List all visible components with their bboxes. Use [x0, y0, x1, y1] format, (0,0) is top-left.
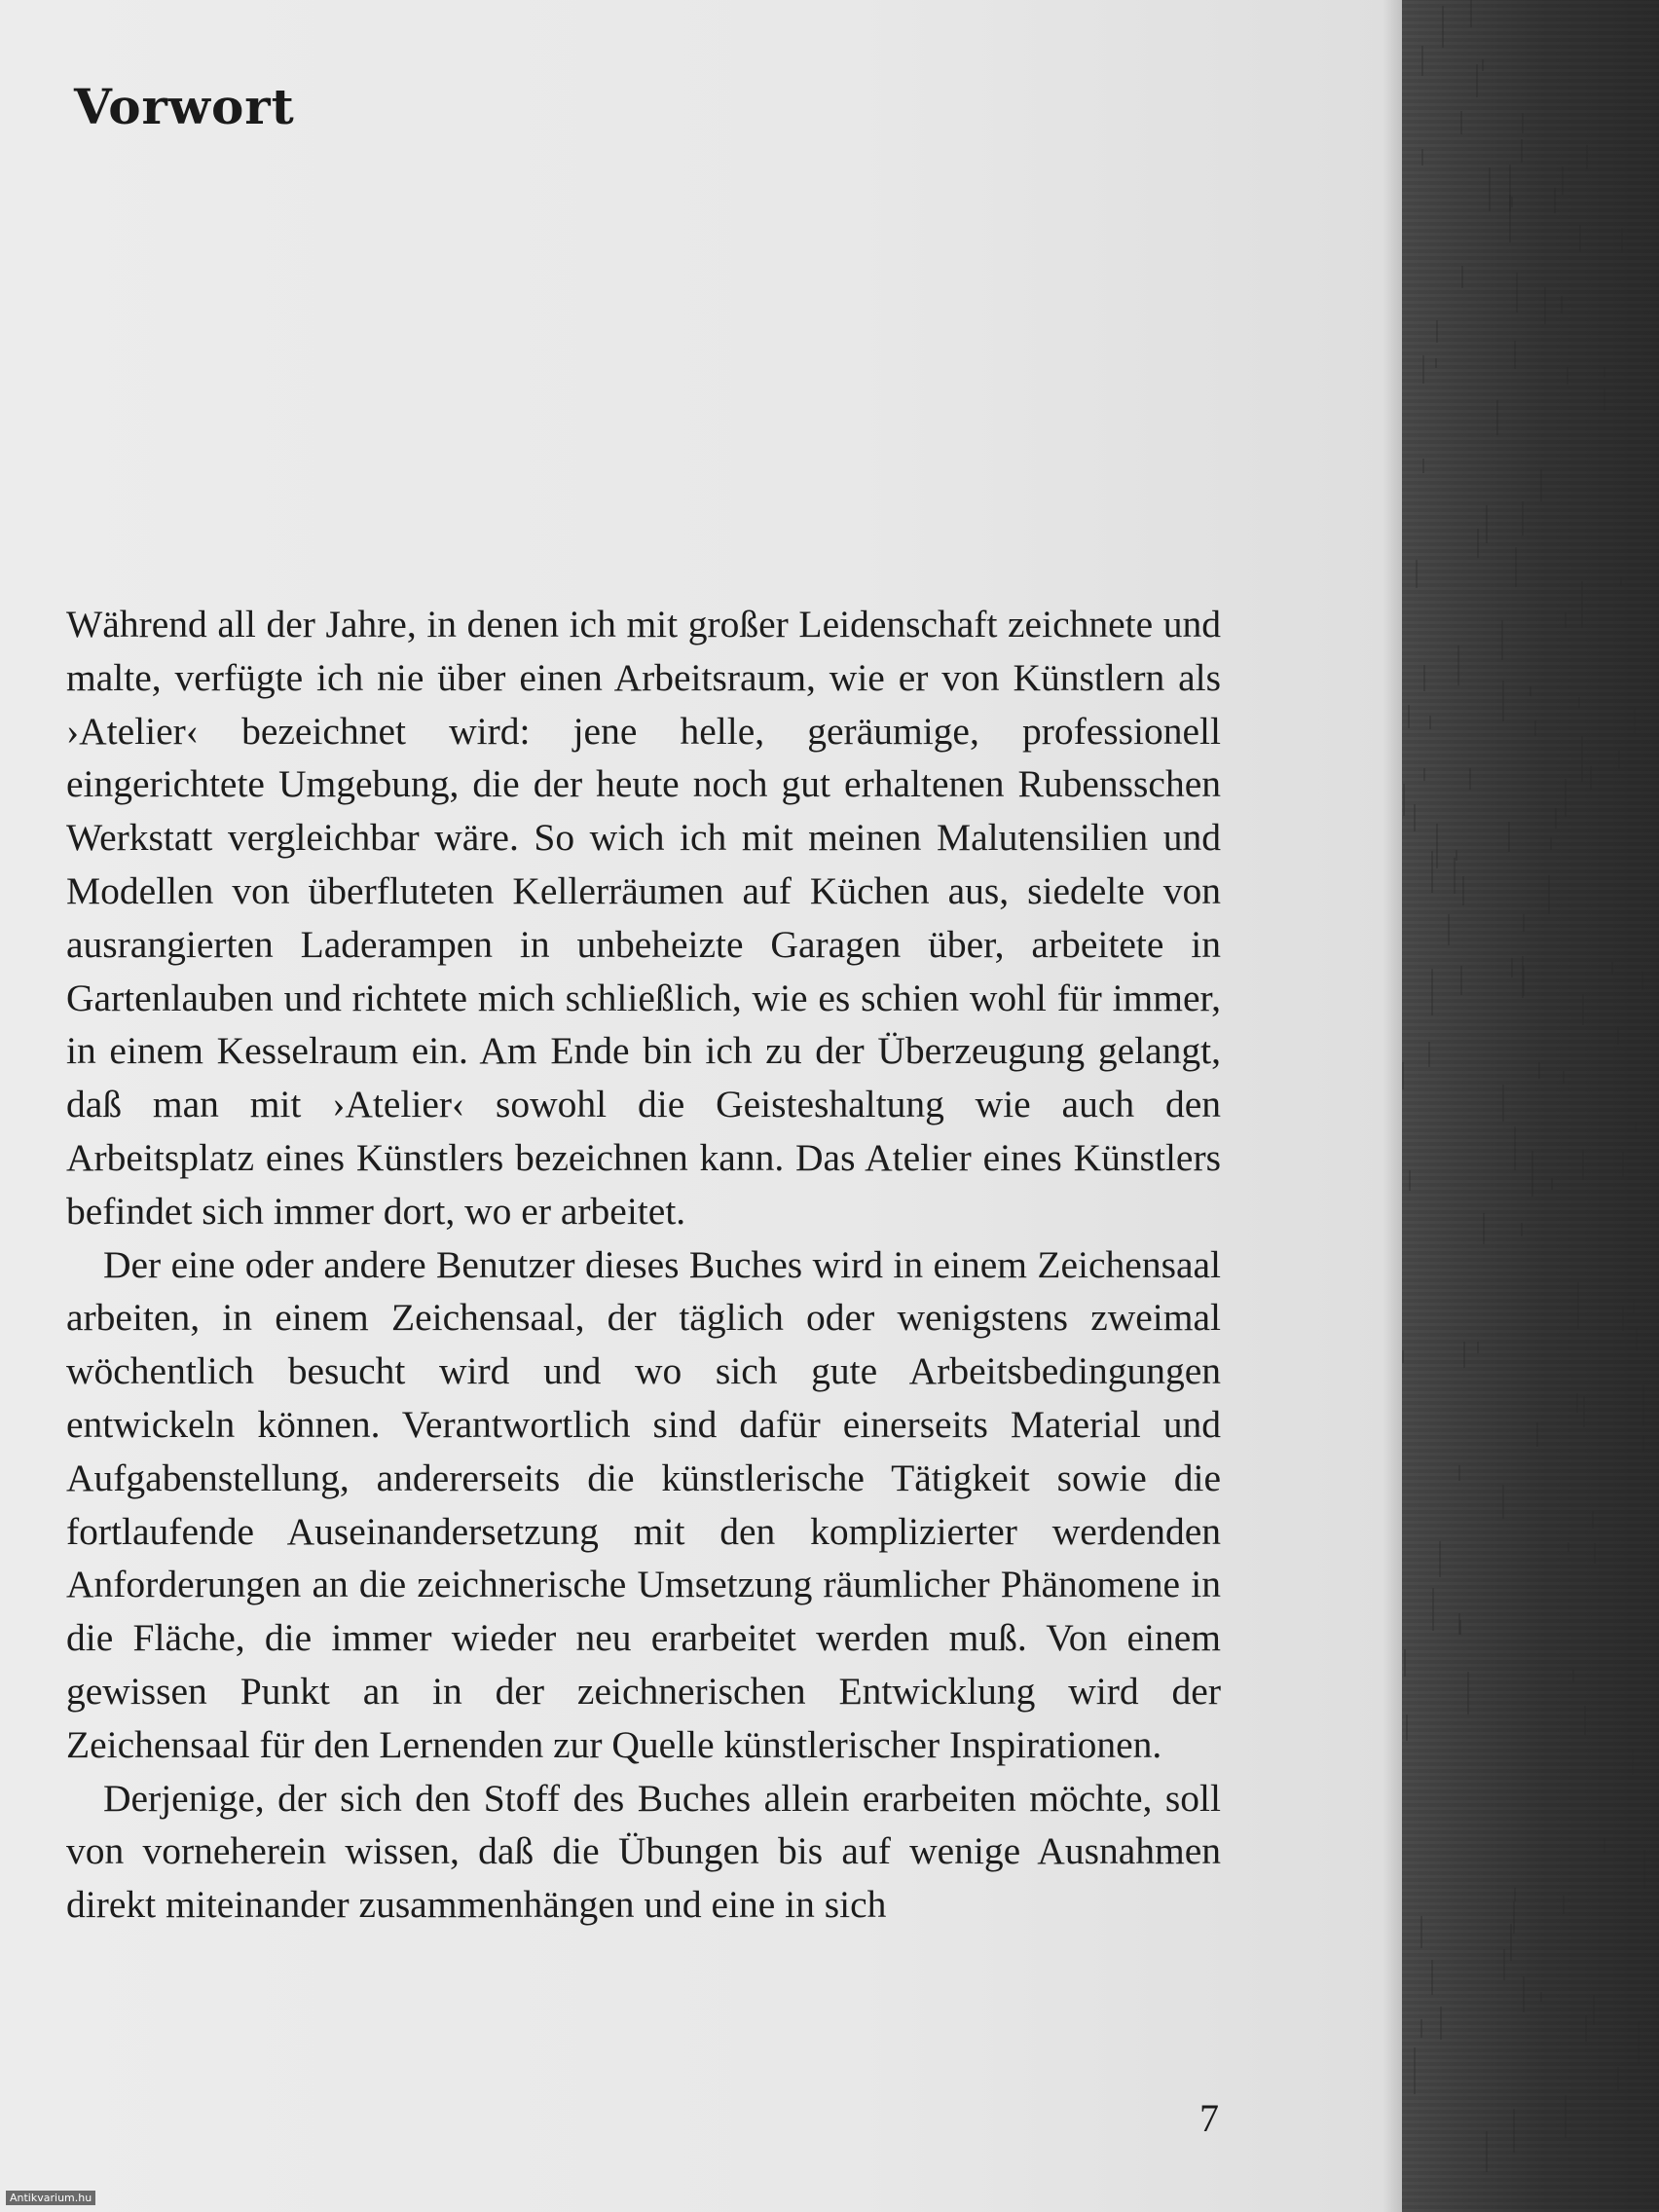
wood-grain-streak: [1618, 751, 1620, 769]
wood-grain-streak: [1408, 705, 1410, 728]
wood-grain-streak: [1514, 341, 1516, 369]
wood-grain-streak: [1534, 720, 1536, 736]
wood-grain-streak: [1502, 1485, 1504, 1519]
wood-grain-streak: [1486, 505, 1488, 543]
wood-grain-streak: [1496, 400, 1498, 435]
wood-grain-streak: [1421, 46, 1423, 76]
wood-grain-streak: [1638, 2021, 1640, 2064]
wood-grain-streak: [1436, 320, 1438, 343]
wood-grain-streak: [1585, 2015, 1587, 2042]
wood-grain-streak: [1516, 273, 1518, 313]
wood-grain-streak: [1414, 2047, 1416, 2094]
paragraph-3: Derjenige, der sich den Stoff des Buches allein erarbeiten möchte, soll von vorneherein wissen, daß die Übungen bis auf wenige Ausnahmen direkt miteinander zusammenhängen und eine in sich: [66, 1776, 1221, 1927]
wood-grain-streak: [1531, 1151, 1533, 1197]
wood-grain-streak: [1563, 1896, 1565, 1914]
wood-grain-streak: [1594, 1543, 1596, 1564]
wood-grain-streak: [1423, 665, 1425, 691]
wood-grain-streak: [1567, 367, 1568, 385]
wood-grain-streak: [1562, 166, 1564, 195]
wood-grain-streak: [1402, 1350, 1404, 1363]
wood-grain-streak: [1440, 2007, 1442, 2040]
wood-grain-streak: [1565, 612, 1567, 628]
body-text: [66, 598, 1221, 1932]
wood-grain-streak: [1567, 1542, 1569, 1552]
wood-grain-streak: [1538, 1062, 1540, 1079]
wood-grain-streak: [1540, 469, 1542, 501]
wood-grain-streak: [1636, 1328, 1638, 1350]
wood-grain-streak: [1544, 287, 1546, 324]
wood-grain-streak: [1458, 1613, 1460, 1635]
wood-grain-streak: [1555, 808, 1557, 829]
wood-grain-streak: [1593, 1995, 1595, 2025]
wood-grain-streak: [1581, 736, 1583, 782]
wood-grain-streak: [1565, 2095, 1567, 2138]
wood-grain-streak: [1584, 1706, 1586, 1735]
wood-grain-streak: [1423, 768, 1425, 781]
wood-grain-streak: [1513, 2109, 1515, 2153]
wood-grain-streak: [1448, 914, 1450, 945]
wood-grain-streak: [1582, 994, 1584, 1025]
wood-grain-streak: [1551, 1178, 1553, 1190]
wood-grain-streak: [1439, 1541, 1441, 1577]
wood-grain-streak: [1422, 355, 1424, 384]
wood-grain-streak: [1604, 1838, 1605, 1853]
wood-grain-streak: [1469, 768, 1471, 790]
wood-grain-streak: [1421, 149, 1423, 166]
wood-grain-streak: [1431, 969, 1433, 1015]
wood-grain-streak: [1620, 576, 1622, 586]
wood-grain-streak: [1420, 1916, 1422, 1948]
wood-grain-streak: [1454, 858, 1456, 894]
wood-grain-streak: [1617, 1026, 1619, 1045]
wood-grain-streak: [1460, 966, 1462, 995]
wood-grain-streak: [1582, 1150, 1584, 1180]
wood-grain-streak: [1482, 59, 1484, 71]
wood-background: [1402, 0, 1659, 2212]
wood-grain-streak: [1523, 1976, 1525, 2012]
wood-grain-streak: [1404, 1649, 1406, 1677]
wood-grain-streak: [1536, 1422, 1538, 1447]
wood-grain-streak: [1457, 645, 1459, 685]
wood-grain-streak: [1590, 766, 1592, 790]
wood-grain-streak: [1458, 1465, 1460, 1481]
wood-grain-streak: [1550, 837, 1552, 850]
wood-grain-streak: [1509, 165, 1511, 211]
wood-grain-streak: [1592, 1511, 1594, 1529]
page-title: Vorwort: [74, 78, 295, 135]
wood-grain-streak: [1456, 850, 1457, 861]
wood-grain-streak: [1634, 708, 1636, 734]
wood-grain-streak: [1406, 1714, 1408, 1741]
wood-grain-streak: [1429, 716, 1431, 729]
wood-grain-streak: [1621, 228, 1623, 253]
wood-grain-streak: [1428, 1042, 1430, 1067]
wood-grain-streak: [1422, 459, 1424, 473]
wood-grain-streak: [1483, 1213, 1485, 1244]
wood-grain-streak: [1510, 1924, 1512, 1961]
wood-grain-streak: [1554, 188, 1556, 213]
page-number: 7: [1199, 2096, 1219, 2140]
wood-grain-streak: [1501, 620, 1503, 660]
wood-grain-streak: [1477, 529, 1479, 558]
wood-grain-streak: [1522, 113, 1524, 133]
wood-grain-streak: [1577, 1282, 1579, 1329]
wood-grain-streak: [1442, 6, 1444, 48]
wood-grain-streak: [1432, 1588, 1434, 1631]
wood-grain-streak: [1470, 0, 1472, 27]
wood-grain-streak: [1522, 501, 1524, 535]
watermark: Antikvarium.hu: [6, 2191, 95, 2205]
wood-grain-streak: [1642, 1436, 1644, 1452]
wood-grain-streak: [1416, 560, 1418, 588]
wood-grain-streak: [1486, 2131, 1488, 2172]
wood-grain-streak: [1579, 225, 1581, 252]
wood-grain-streak: [1461, 266, 1463, 288]
wood-grain-streak: [1604, 388, 1605, 411]
wood-grain-streak: [1572, 1670, 1574, 1682]
wood-grain-streak: [1578, 697, 1580, 708]
paragraph-1: Während all der Jahre, in denen ich mit großer Leidenschaft zeichnete und malte, verfügte ich nie über einen Arbeitsraum, wie er von Künstlern als ›Atelier‹ bezeichnet wird: jene helle, geräumige, professionell eingerichtete Umgebung, die der heute noch gut erhaltenen Rubensschen Werkstatt vergleichbar wäre. So wich ich mit meinen Malutensilien und Modellen von überfluteten Kellerräumen auf Küchen aus, siedelte von ausrangierten Laderampen in unbeheizte Garagen über, arbeitete in Gartenlauben und richtete mich schließlich, wie es schien wohl für immer, in einem Kesselraum ein. Am Ende bin ich zu der Überzeugung gelangt, daß man mit ›Atelier‹ sowohl die Geisteshaltung wie auch den Arbeitsplatz eines Künstlers bezeichnen kann. Das Atelier eines Künstlers befindet sich immer dort, wo er arbeitet.: [66, 603, 1221, 1233]
wood-grain-streak: [1489, 167, 1491, 211]
paragraph-2: Der eine oder andere Benutzer dieses Buches wird in einem Zeichensaal arbeiten, in einem Zeichensaal, der täglich oder wenigstens zweimal wöchentlich besucht wird und wo sich gute Arbeitsbedingungen entwickeln können. Verantwortlich sind dafür einerseits Material und Aufgabenstellung, andererseits die künstlerische Tätigkeit sowie die fortlaufende Auseinandersetzung mit den komplizierter werdenden Anforderungen an die zeichnerische Umsetzung räumlicher Phänomene in die Fläche, die immer wieder neu erarbeitet werden muß. Von einem gewissen Punkt an in der zeichnerischen Entwicklung wird der Zeichensaal für den Lernenden zur Quelle künstlerischer Inspirationen.: [66, 1242, 1221, 1766]
wood-grain-streak: [1565, 779, 1567, 817]
wood-grain-streak: [1540, 1992, 1542, 2002]
wood-grain-streak: [1576, 1393, 1578, 1413]
wood-grain-streak: [1514, 1126, 1516, 1170]
wood-grain-streak: [1511, 958, 1513, 977]
wood-grain-streak: [1511, 197, 1513, 207]
wood-grain-streak: [1467, 1672, 1469, 1714]
wood-grain-streak: [1403, 784, 1405, 816]
wood-grain-streak: [1515, 547, 1517, 587]
wood-grain-streak: [1548, 875, 1550, 914]
wood-grain-streak: [1635, 1122, 1637, 1132]
wood-grain-streak: [1622, 1152, 1624, 1177]
wood-grain-streak: [1521, 1223, 1523, 1236]
wood-grain-streak: [1420, 2019, 1422, 2038]
wood-grain-streak: [1633, 1299, 1635, 1313]
wood-grain-streak: [1513, 1901, 1515, 1934]
wood-grain-streak: [1604, 367, 1605, 378]
wood-grain-streak: [1523, 966, 1525, 996]
wood-grain-streak: [1617, 2067, 1619, 2091]
wood-grain-streak: [1586, 145, 1588, 169]
wood-grain-streak: [1523, 914, 1525, 932]
wood-grain-streak: [1409, 1170, 1411, 1191]
wood-grain-streak: [1581, 581, 1583, 628]
wood-grain-streak: [1583, 1396, 1585, 1427]
wood-grain-streak: [1463, 1342, 1465, 1368]
wood-grain-streak: [1402, 1062, 1404, 1089]
wood-grain-streak: [1611, 962, 1613, 975]
wood-grain-streak: [1643, 1850, 1645, 1889]
wood-grain-streak: [1436, 824, 1438, 868]
wood-grain-streak: [1476, 64, 1478, 97]
wood-grain-streak: [1622, 1307, 1624, 1331]
wood-grain-streak: [1563, 1071, 1565, 1084]
wood-grain-streak: [1641, 972, 1643, 990]
wood-grain-streak: [1414, 804, 1416, 831]
wood-grain-streak: [1477, 1342, 1479, 1353]
wood-grain-streak: [1431, 1960, 1433, 1995]
wood-grain-streak: [1502, 681, 1504, 721]
wood-grain-streak: [1642, 1384, 1644, 1426]
wood-grain-streak: [1521, 139, 1523, 163]
wood-grain-streak: [1435, 358, 1437, 368]
wood-grain-streak: [1632, 1750, 1634, 1775]
wood-grain-streak: [1514, 1888, 1516, 1901]
wood-grain-streak: [1460, 111, 1462, 134]
wood-grain-streak: [1561, 296, 1563, 313]
wood-grain-streak: [1508, 822, 1510, 852]
wood-grain-streak: [1530, 686, 1531, 696]
wood-grain-streak: [1502, 1085, 1504, 1122]
wood-grain-streak: [1503, 1949, 1505, 1980]
wood-grain-streak: [1462, 876, 1464, 905]
wood-grain-streak: [1431, 851, 1433, 893]
